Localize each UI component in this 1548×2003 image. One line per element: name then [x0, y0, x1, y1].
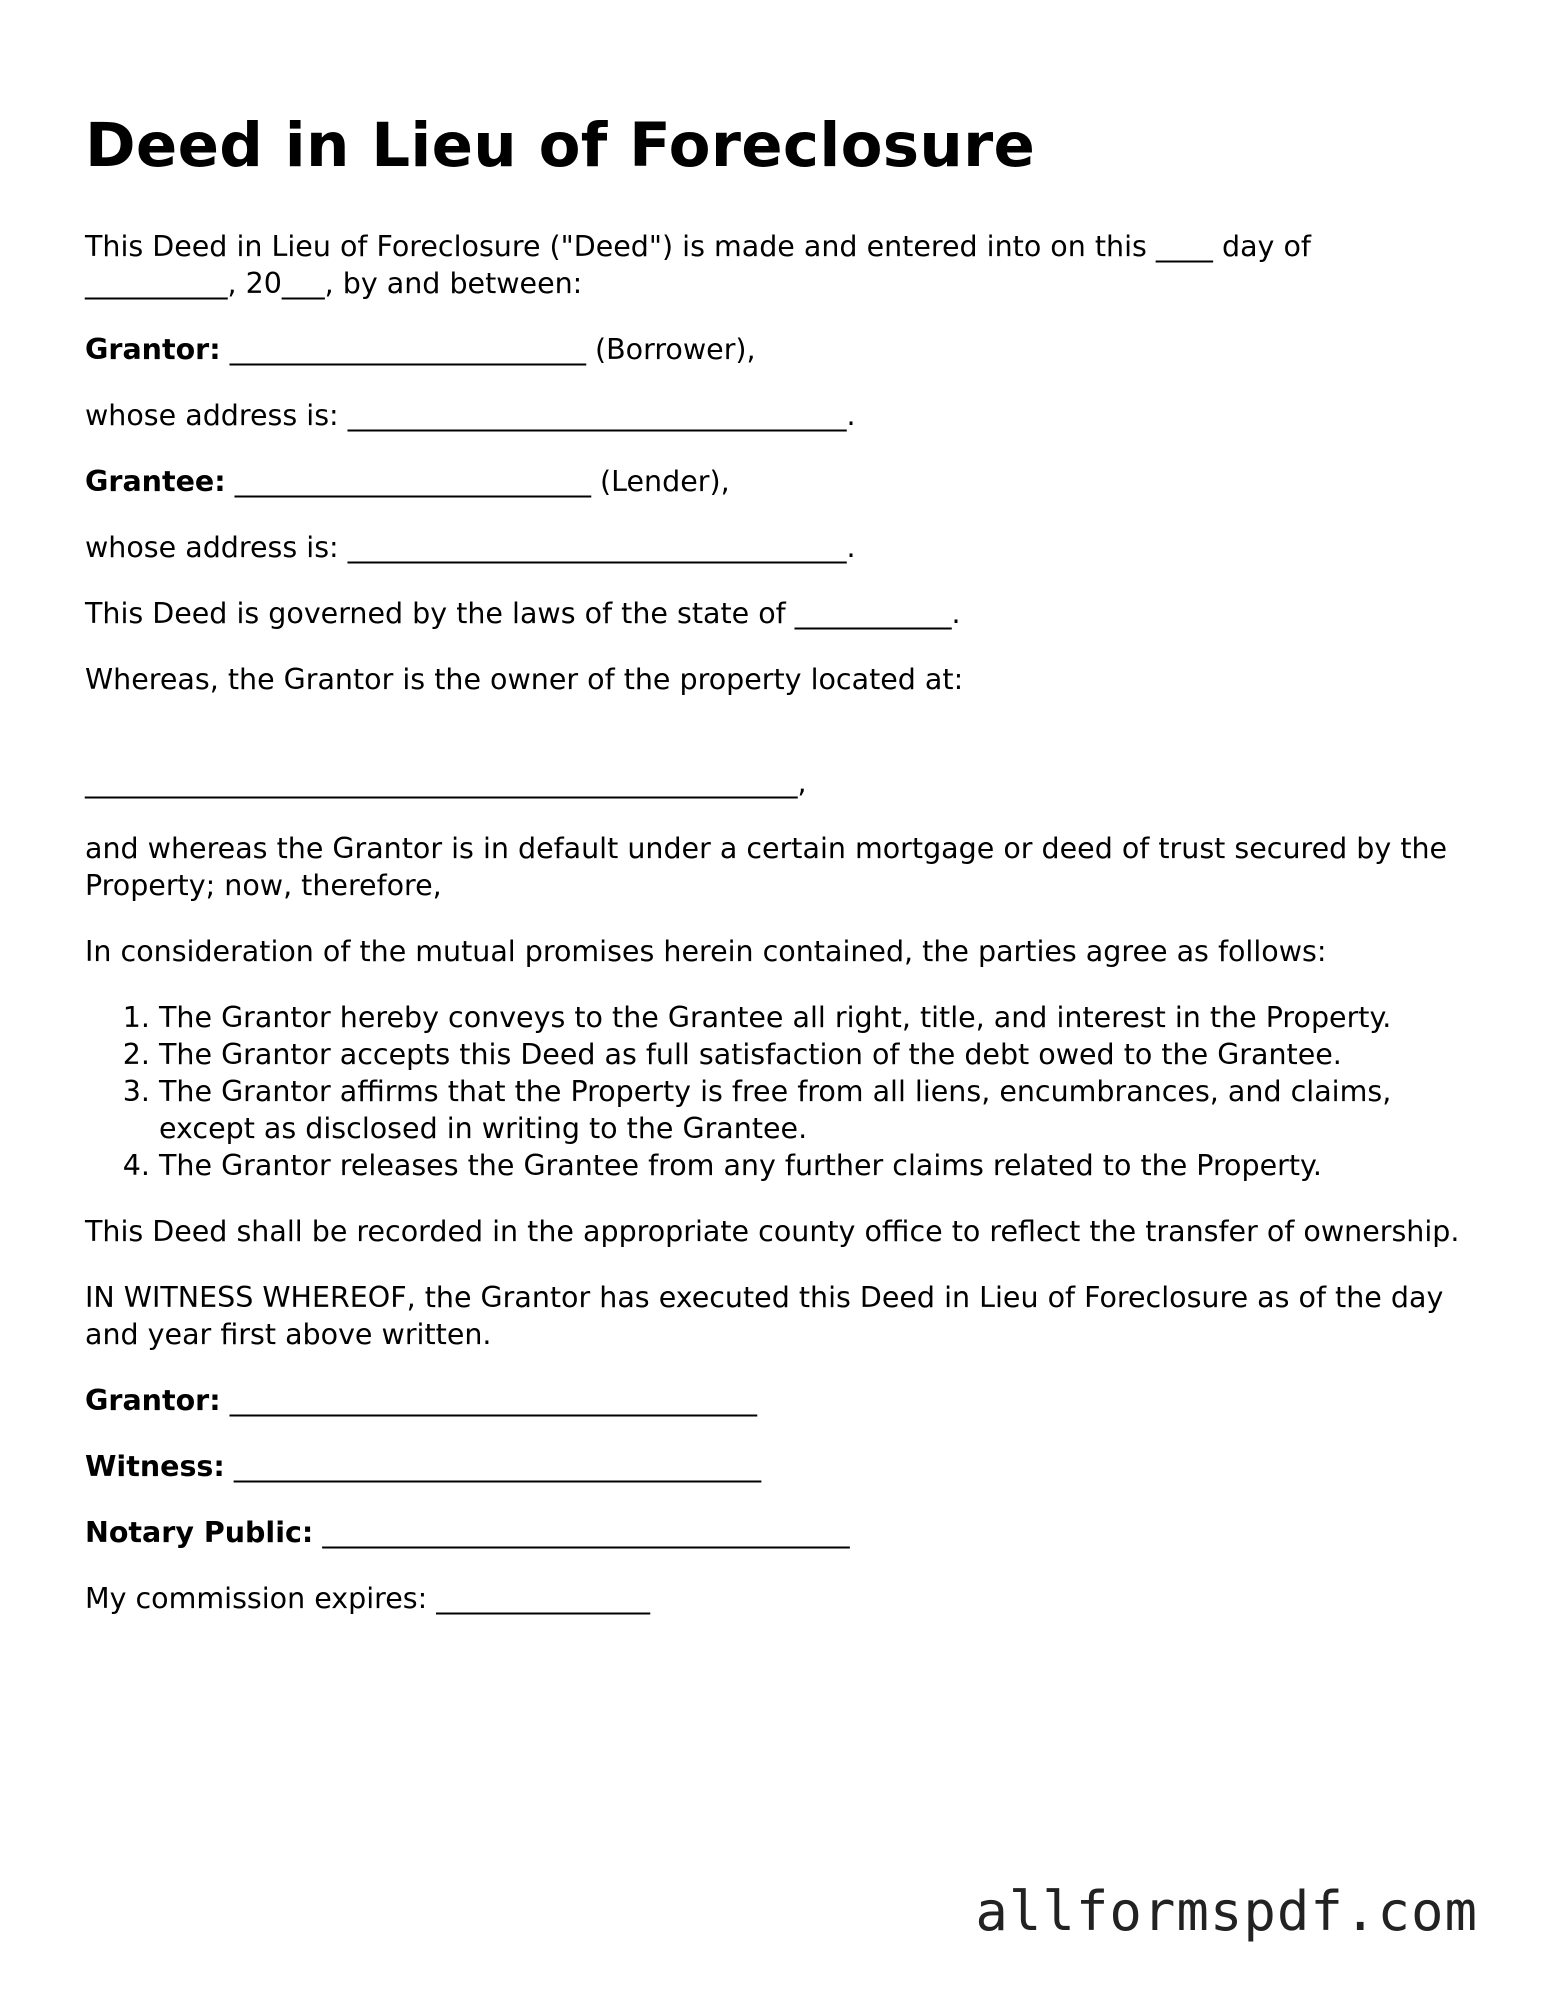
consideration-paragraph: In consideration of the mutual promises herein contained, the parties agree as follows:: [85, 935, 1327, 968]
witness-signature-blank: _____________________________________: [224, 1450, 762, 1483]
grantor-blank: _________________________ (Borrower),: [220, 333, 756, 366]
property-blank: __________________________________________________,: [85, 766, 807, 799]
witness-clause: IN WITNESS WHEREOF, the Grantor has executed this Deed in Lieu of Foreclosure as of the day and year first above written.: [85, 1281, 1444, 1351]
grantee-blank: _________________________ (Lender),: [225, 465, 730, 498]
watermark: allformspdf.com: [975, 1880, 1478, 1943]
notary-signature-blank: _____________________________________: [313, 1516, 850, 1549]
commission-expires: My commission expires: _______________: [85, 1582, 651, 1615]
grantor-signature-blank: _____________________________________: [220, 1384, 757, 1417]
list-item: 3. The Grantor affirms that the Property is free from all liens, encumbrances, and claims, except as disclosed in writing to the Grantee.: [159, 1073, 1465, 1147]
grantor-signature-label: Grantor:: [85, 1384, 221, 1417]
whereas-default: and whereas the Grantor is in default under a certain mortgage or deed of trust secured by the Property; now, therefore,: [85, 832, 1448, 902]
list-item: 2. The Grantor accepts this Deed as full satisfaction of the debt owed to the Grantee.: [159, 1036, 1465, 1073]
notary-signature-line: [85, 1514, 1465, 1551]
grantor-address: whose address is: ___________________________________.: [85, 399, 856, 432]
witness-signature-line: [85, 1448, 1465, 1485]
grantee-address: whose address is: ___________________________________.: [85, 531, 856, 564]
whereas-property: Whereas, the Grantor is the owner of the property located at:: [85, 663, 964, 696]
grantee-line: [85, 463, 1465, 500]
grantor-line: [85, 331, 1465, 368]
terms-list: [85, 999, 1465, 1184]
recording-paragraph: This Deed shall be recorded in the appropriate county office to reflect the transfer of ownership.: [85, 1215, 1460, 1248]
notary-signature-label: Notary Public:: [85, 1516, 314, 1549]
grantor-label: Grantor:: [85, 333, 221, 366]
witness-signature-label: Witness:: [85, 1450, 225, 1483]
list-item: 1. The Grantor hereby conveys to the Grantee all right, title, and interest in the Property.: [159, 999, 1465, 1036]
document-title: Deed in Lieu of Foreclosure: [85, 110, 1036, 181]
list-item: 4. The Grantor releases the Grantee from any further claims related to the Property.: [159, 1147, 1465, 1184]
governing-law: This Deed is governed by the laws of the state of ___________.: [85, 597, 961, 630]
intro-paragraph: This Deed in Lieu of Foreclosure ("Deed") is made and entered into on this ____ day of __________, 20___, by and between:: [85, 230, 1311, 300]
grantee-label: Grantee:: [85, 465, 226, 498]
document-page: [85, 106, 1465, 1646]
grantor-signature-line: [85, 1382, 1465, 1419]
